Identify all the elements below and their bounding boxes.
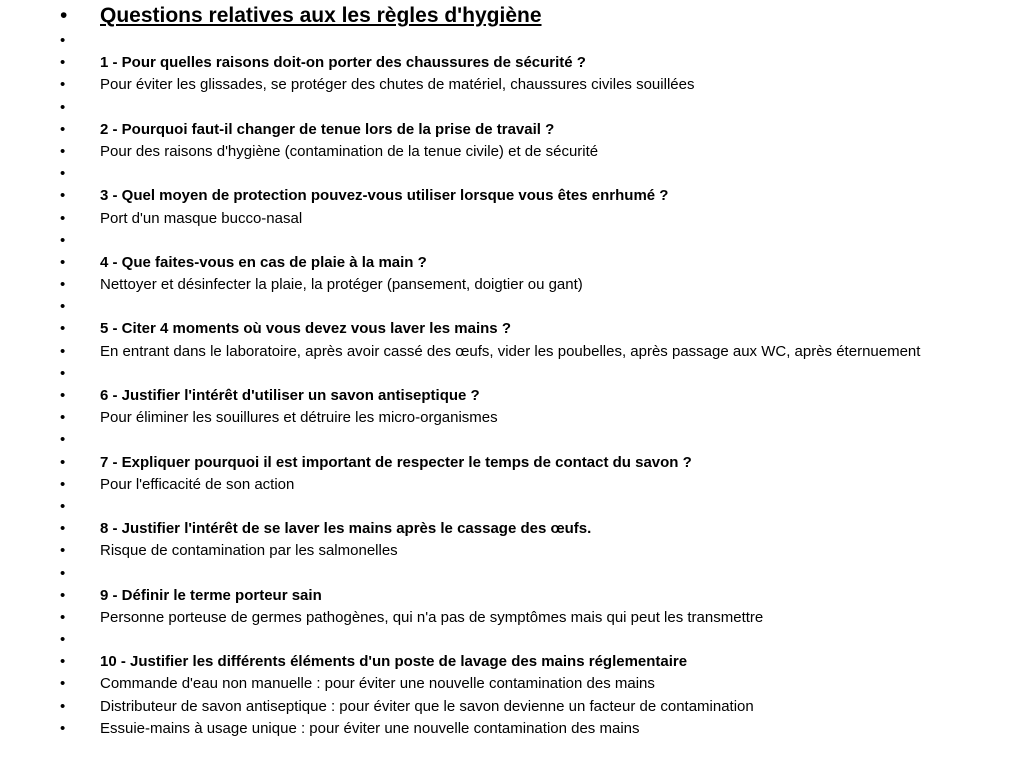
bullet-icon: • bbox=[60, 209, 66, 227]
bullet-icon: • bbox=[60, 320, 66, 338]
bullet-icon: • bbox=[60, 187, 66, 205]
bullet-icon: • bbox=[60, 165, 66, 183]
question-text: 3 - Quel moyen de protection pouvez-vous utiliser lorsque vous êtes enrhumé ? bbox=[100, 187, 669, 205]
blank-item bbox=[60, 631, 960, 649]
answer-text: Port d'un masque bucco-nasal bbox=[100, 209, 303, 227]
answer-text: Personne porteuse de germes pathogènes, qui n'a pas de symptômes mais qui peut les transmettre bbox=[100, 608, 764, 626]
bullet-icon: • bbox=[60, 631, 66, 649]
answer-item bbox=[60, 276, 960, 294]
bullet-icon: • bbox=[60, 98, 66, 116]
question-item bbox=[60, 320, 960, 338]
question-text: 4 - Que faites-vous en cas de plaie à la main ? bbox=[100, 253, 427, 271]
answer-text: Pour des raisons d'hygiène (contamination de la tenue civile) et de sécurité bbox=[100, 142, 599, 160]
question-item bbox=[60, 121, 960, 139]
answer-item bbox=[60, 542, 960, 560]
question-item bbox=[60, 520, 960, 538]
bullet-icon: • bbox=[60, 231, 66, 249]
answer-text: Pour éliminer les souillures et détruire les micro-organismes bbox=[100, 409, 498, 427]
answer-item bbox=[60, 143, 960, 161]
blank-item bbox=[60, 99, 960, 117]
answer-text: Nettoyer et désinfecter la plaie, la protéger (pansement, doigtier ou gant) bbox=[100, 276, 583, 294]
bullet-icon: • bbox=[60, 32, 66, 49]
bullet-icon: • bbox=[60, 342, 66, 360]
answer-item bbox=[60, 76, 960, 94]
bullet-icon: • bbox=[60, 4, 68, 27]
bullet-icon: • bbox=[60, 142, 66, 160]
answer-text: Commande d'eau non manuelle : pour éviter une nouvelle contamination des mains bbox=[100, 675, 655, 693]
bullet-icon: • bbox=[60, 120, 66, 138]
bullet-icon: • bbox=[60, 564, 66, 582]
question-item bbox=[60, 454, 960, 472]
question-text: 6 - Justifier l'intérêt d'utiliser un savon antiseptique ? bbox=[100, 387, 480, 404]
bullet-icon: • bbox=[60, 520, 66, 538]
answer-item bbox=[60, 720, 960, 738]
answer-text: Distributeur de savon antiseptique : pour éviter que le savon devienne un facteur de contamination bbox=[100, 697, 754, 715]
blank-item bbox=[60, 565, 960, 583]
blank-item bbox=[60, 298, 960, 316]
question-text: 2 - Pourquoi faut-il changer de tenue lors de la prise de travail ? bbox=[100, 120, 555, 138]
bullet-icon: • bbox=[60, 608, 66, 626]
page-title: Questions relatives aux les règles d'hygiène bbox=[100, 4, 542, 27]
blank-item bbox=[60, 32, 960, 50]
question-item bbox=[60, 587, 960, 605]
question-text: 10 - Justifier les différents éléments d'un poste de lavage des mains réglementaire bbox=[100, 653, 688, 671]
question-item bbox=[60, 653, 960, 671]
question-text: 1 - Pour quelles raisons doit-on porter des chaussures de sécurité ? bbox=[100, 54, 586, 72]
bullet-icon: • bbox=[60, 409, 66, 427]
bullet-icon: • bbox=[60, 276, 66, 294]
bullet-list bbox=[60, 4, 960, 742]
bullet-icon: • bbox=[60, 54, 66, 72]
bullet-icon: • bbox=[60, 387, 66, 404]
bullet-icon: • bbox=[60, 675, 66, 693]
question-text: 9 - Définir le terme porteur sain bbox=[100, 586, 322, 604]
blank-item bbox=[60, 431, 960, 449]
answer-item bbox=[60, 609, 960, 627]
answer-item bbox=[60, 675, 960, 693]
question-item bbox=[60, 254, 960, 272]
blank-item bbox=[60, 165, 960, 183]
bullet-icon: • bbox=[60, 586, 66, 604]
bullet-icon: • bbox=[60, 497, 66, 515]
blank-item bbox=[60, 232, 960, 250]
question-text: 5 - Citer 4 moments où vous devez vous laver les mains ? bbox=[100, 320, 511, 338]
question-item bbox=[60, 387, 960, 405]
bullet-icon: • bbox=[60, 653, 66, 671]
bullet-icon: • bbox=[60, 453, 66, 471]
question-item bbox=[60, 54, 960, 72]
answer-item bbox=[60, 409, 960, 427]
blank-item bbox=[60, 365, 960, 383]
bullet-icon: • bbox=[60, 719, 66, 737]
bullet-icon: • bbox=[60, 364, 66, 382]
answer-item bbox=[60, 698, 960, 716]
bullet-icon: • bbox=[60, 76, 66, 94]
bullet-icon: • bbox=[60, 253, 66, 271]
answer-text: Pour l'efficacité de son action bbox=[100, 475, 295, 493]
answer-item bbox=[60, 476, 960, 494]
answer-item bbox=[60, 210, 960, 228]
bullet-icon: • bbox=[60, 542, 66, 560]
answer-text: Essuie-mains à usage unique : pour éviter une nouvelle contamination des mains bbox=[100, 719, 640, 737]
answer-text: Risque de contamination par les salmonelles bbox=[100, 542, 398, 560]
answer-item bbox=[60, 343, 960, 361]
bullet-icon: • bbox=[60, 298, 66, 316]
question-item bbox=[60, 187, 960, 205]
answer-text: En entrant dans le laboratoire, après avoir cassé des œufs, vider les poubelles, après passage aux WC, après éternuement bbox=[100, 342, 921, 360]
question-text: 7 - Expliquer pourquoi il est important de respecter le temps de contact du savon ? bbox=[100, 453, 692, 471]
bullet-icon: • bbox=[60, 431, 66, 449]
page-title-item bbox=[60, 4, 960, 28]
question-text: 8 - Justifier l'intérêt de se laver les mains après le cassage des œufs. bbox=[100, 520, 592, 538]
answer-text: Pour éviter les glissades, se protéger des chutes de matériel, chaussures civiles souillées bbox=[100, 76, 695, 94]
bullet-icon: • bbox=[60, 475, 66, 493]
blank-item bbox=[60, 498, 960, 516]
bullet-icon: • bbox=[60, 697, 66, 715]
